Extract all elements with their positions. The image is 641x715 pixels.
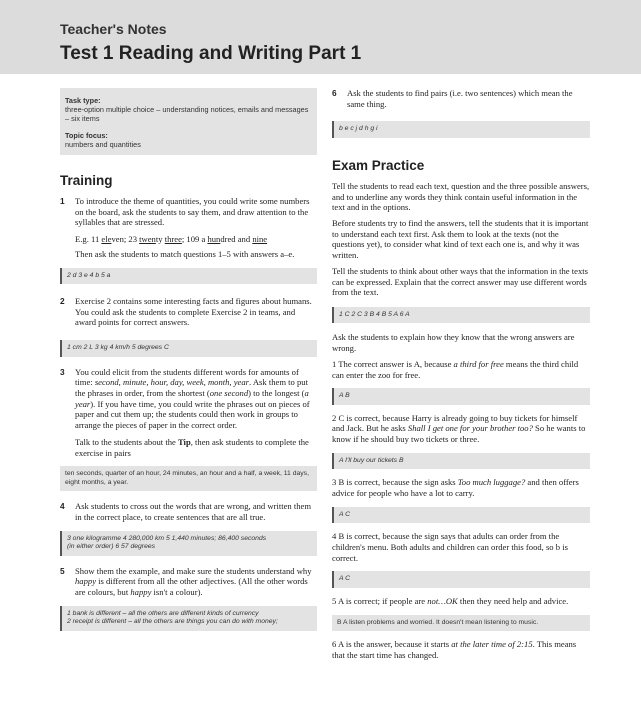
tip-instruction: Talk to the students about the Tip, then ask students to complete the exercise in pairs — [75, 436, 309, 458]
match-instruction: Then ask the students to match questions 1–5 with answers a–e. — [75, 248, 295, 259]
training-item-1 — [60, 196, 317, 228]
topic-focus-label: Topic focus: — [65, 131, 108, 140]
left-column — [60, 88, 317, 631]
answer-box-3: ten seconds, quarter of an hour, 24 minutes, an hour and a half, a week, 11 days, eight months, a year. — [60, 466, 317, 491]
answer-box-1: 2 d 3 e 4 b 5 a — [60, 268, 317, 285]
training-heading: Training — [60, 173, 113, 188]
explanation-box-3: A C — [332, 507, 590, 524]
task-info-box — [60, 88, 317, 155]
item-text: Exercise 2 contains some interesting facts and figures about humans. You could ask the students to complete Exercise 2 in teams, and award points for correct answers. — [75, 296, 312, 328]
item-number: 1 — [60, 196, 65, 206]
item-number: 3 — [60, 366, 65, 377]
training-item-3 — [60, 367, 317, 431]
training-item-6 — [332, 88, 590, 109]
explanation-box-2: A I'll buy our tickets B — [332, 453, 590, 470]
explanation-box-4: A C — [332, 571, 590, 588]
explanation-box-1: A B — [332, 388, 590, 405]
item-text: Ask students to cross out the words that are wrong, and written them in the correct place, to create sentences that are all true. — [75, 501, 312, 522]
item-text: To introduce the theme of quantities, you could write some numbers on the board, ask the students to say them, and draw attention to the syllables that are stressed. — [75, 196, 310, 228]
exam-paragraph-2: Before students try to find the answers, tell the students that it is important to understand each text first. Ask them to look at the texts (not the questions yet), to consider what kind of text each one is, and why it was written. — [332, 218, 589, 261]
training-item-5 — [60, 566, 317, 598]
stress-example: E.g. 11 eleven; 23 twenty three; 109 a hundred and nine — [75, 234, 268, 245]
explanation-box-5: B A listen problems and worried. It doesn't mean listening to music. — [332, 615, 590, 632]
explanation-2: 2 C is correct, because Harry is already going to buy tickets for himself and Jack. But he asks Shall I get one for your brother too? So he wants to know if he should buy two tickets or three. — [332, 412, 586, 445]
item-number: 4 — [60, 501, 65, 512]
answer-box-2: 1 cm 2 L 3 kg 4 km/h 5 degrees C — [60, 340, 317, 357]
exam-practice-heading: Exam Practice — [332, 157, 425, 173]
topic-focus-value: numbers and quantities — [65, 140, 141, 149]
header-kicker: Teacher's Notes — [60, 21, 167, 37]
item-number: 2 — [60, 296, 65, 307]
exam-paragraph-4: Ask the students to explain how they know that the wrong answers are wrong. — [332, 332, 575, 354]
training-item-4 — [60, 501, 317, 522]
explanation-1: 1 The correct answer is A, because a third for free means the third child can enter the zoo for free. — [332, 358, 579, 380]
exam-answer-box: 1 C 2 C 3 B 4 B 5 A 6 A — [332, 307, 590, 324]
exam-paragraph-3: Tell the students to think about other ways that the information in the texts can be expressed. Explain that the correct answer may use different words from the text. — [332, 265, 588, 298]
training-item-2 — [60, 296, 317, 328]
answer-box-6: b e c j d h g i — [332, 121, 590, 138]
exam-paragraph-1: Tell the students to read each text, question and the three possible answers, and to underline any words they think contain useful information in the text and in the options. — [332, 180, 590, 213]
item-text: You could elicit from the students different words for amounts of time: second, minute, hour, day, week, month, year. Ask them to put the phrases in order, from the shortest (one second) to the longest (a year). If you have time, you could write the phrases out on pieces of paper and cut them up; the students could then work in groups to arrange the pieces of paper in the correct order. — [75, 366, 310, 431]
explanation-4: 4 B is correct, because the sign says that adults can order from the children's menu. Both adults and children can order this food, so b is correct. — [332, 531, 568, 563]
answer-box-5: 1 bank is different – all the others are different kinds of currency 2 receipt is different – all the others are things you can do with money; — [60, 606, 317, 631]
item-text: Show them the example, and make sure the students understand why happy is different from all the other adjectives. (All the other words are colours, but happy isn't a colour). — [75, 565, 312, 598]
page-header — [0, 0, 641, 74]
answer-box-4: 3 one kilogramme 4 280,000 km 5 1,440 minutes; 86,400 seconds (in either order) 6 57 degrees — [60, 531, 317, 556]
explanation-6: 6 A is the answer, because it starts at the later time of 2:15. This means that the start time has changed. — [332, 639, 577, 660]
item-number: 6 — [332, 88, 337, 98]
explanation-5: 5 A is correct; if people are not…OK then they need help and advice. — [332, 595, 569, 606]
page-title: Test 1 Reading and Writing Part 1 — [60, 43, 362, 64]
task-type-label: Task type: — [65, 96, 101, 105]
item-text: Ask the students to find pairs (i.e. two sentences) which mean the same thing. — [347, 88, 573, 109]
explanation-3: 3 B is correct, because the sign asks Too much luggage? and then offers advice for people who have a lot to carry. — [332, 477, 579, 499]
right-column — [332, 88, 590, 660]
task-type-value: three-option multiple choice – understanding notices, emails and messages – six items — [65, 105, 309, 123]
item-number: 5 — [60, 565, 65, 576]
